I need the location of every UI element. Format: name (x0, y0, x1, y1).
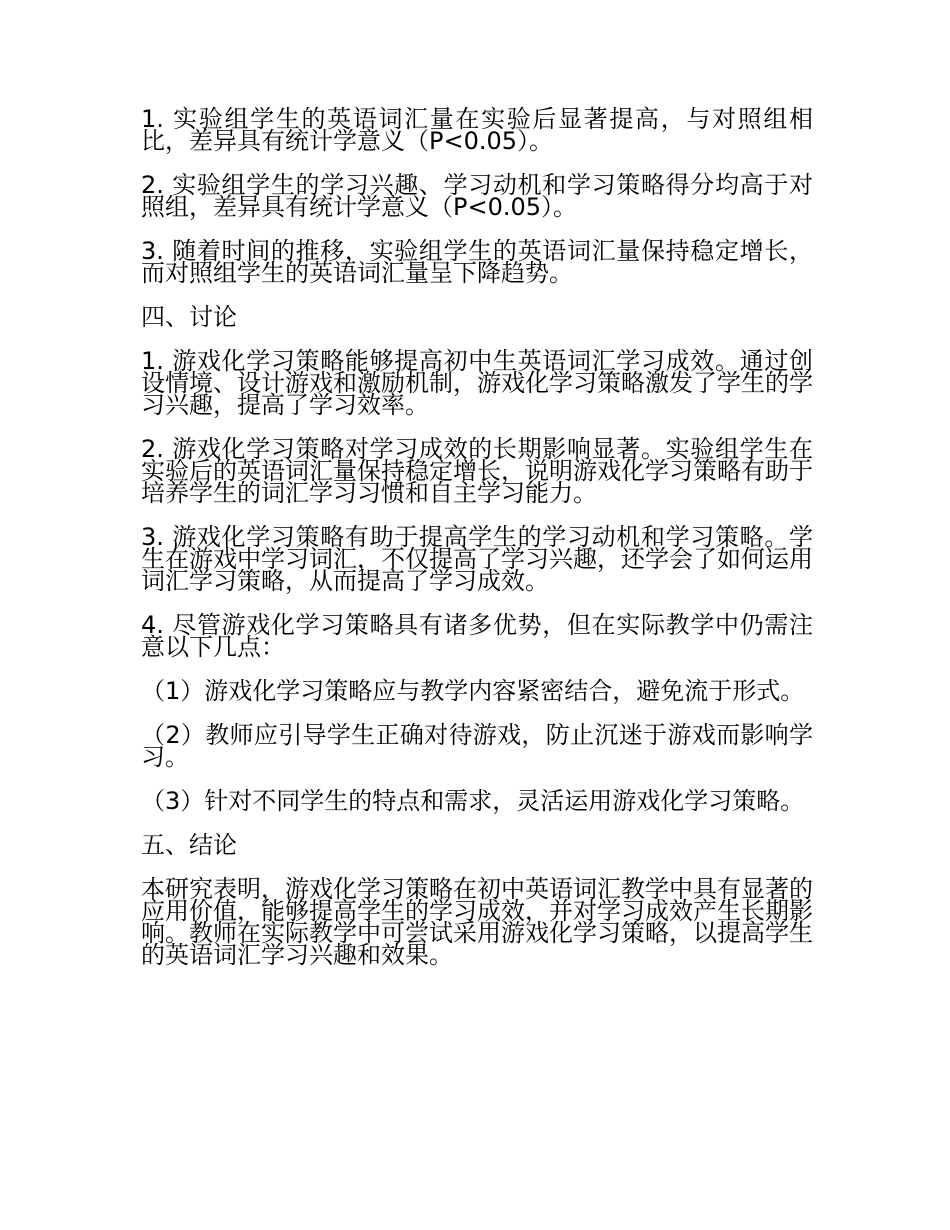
note-item-1: （1）游戏化学习策略应与教学内容紧密结合，避免流于形式。 (141, 677, 805, 705)
result-item-3: 3. 随着时间的推移，实验组学生的英语词汇量保持稳定增长，而对照组学生的英语词汇量呈下降趋势。 (141, 237, 813, 287)
section-heading-discussion: 四、讨论 (141, 303, 237, 331)
discussion-item-1: 1. 游戏化学习策略能够提高初中生英语词汇学习成效。通过创设情境、设计游戏和激励机制，游戏化学习策略激发了学生的学习兴趣，提高了学习效率。 (141, 347, 813, 419)
section-heading-conclusion: 五、结论 (141, 831, 237, 859)
discussion-item-2: 2. 游戏化学习策略对学习成效的长期影响显著。实验组学生在实验后的英语词汇量保持稳定增长，说明游戏化学习策略有助于培养学生的词汇学习习惯和自主学习能力。 (141, 435, 813, 507)
document-body (141, 105, 813, 988)
discussion-item-3: 3. 游戏化学习策略有助于提高学生的学习动机和学习策略。学生在游戏中学习词汇，不仅提高了学习兴趣，还学会了如何运用词汇学习策略，从而提高了学习成效。 (141, 523, 813, 595)
note-item-2: （2）教师应引导学生正确对待游戏，防止沉迷于游戏而影响学习。 (141, 721, 813, 771)
result-item-1: 1. 实验组学生的英语词汇量在实验后显著提高，与对照组相比，差异具有统计学意义（P<0.05）。 (141, 105, 813, 155)
result-item-2: 2. 实验组学生的学习兴趣、学习动机和学习策略得分均高于对照组，差异具有统计学意义（P<0.05）。 (141, 171, 813, 221)
note-item-3: （3）针对不同学生的特点和需求，灵活运用游戏化学习策略。 (141, 787, 805, 815)
conclusion-paragraph: 本研究表明，游戏化学习策略在初中英语词汇教学中具有显著的应用价值，能够提高学生的学习成效，并对学习成效产生长期影响。教师在实际教学中可尝试采用游戏化学习策略，以提高学生的英语词汇学习兴趣和效果。 (141, 875, 813, 969)
discussion-item-4: 4. 尽管游戏化学习策略具有诸多优势，但在实际教学中仍需注意以下几点： (141, 611, 813, 661)
